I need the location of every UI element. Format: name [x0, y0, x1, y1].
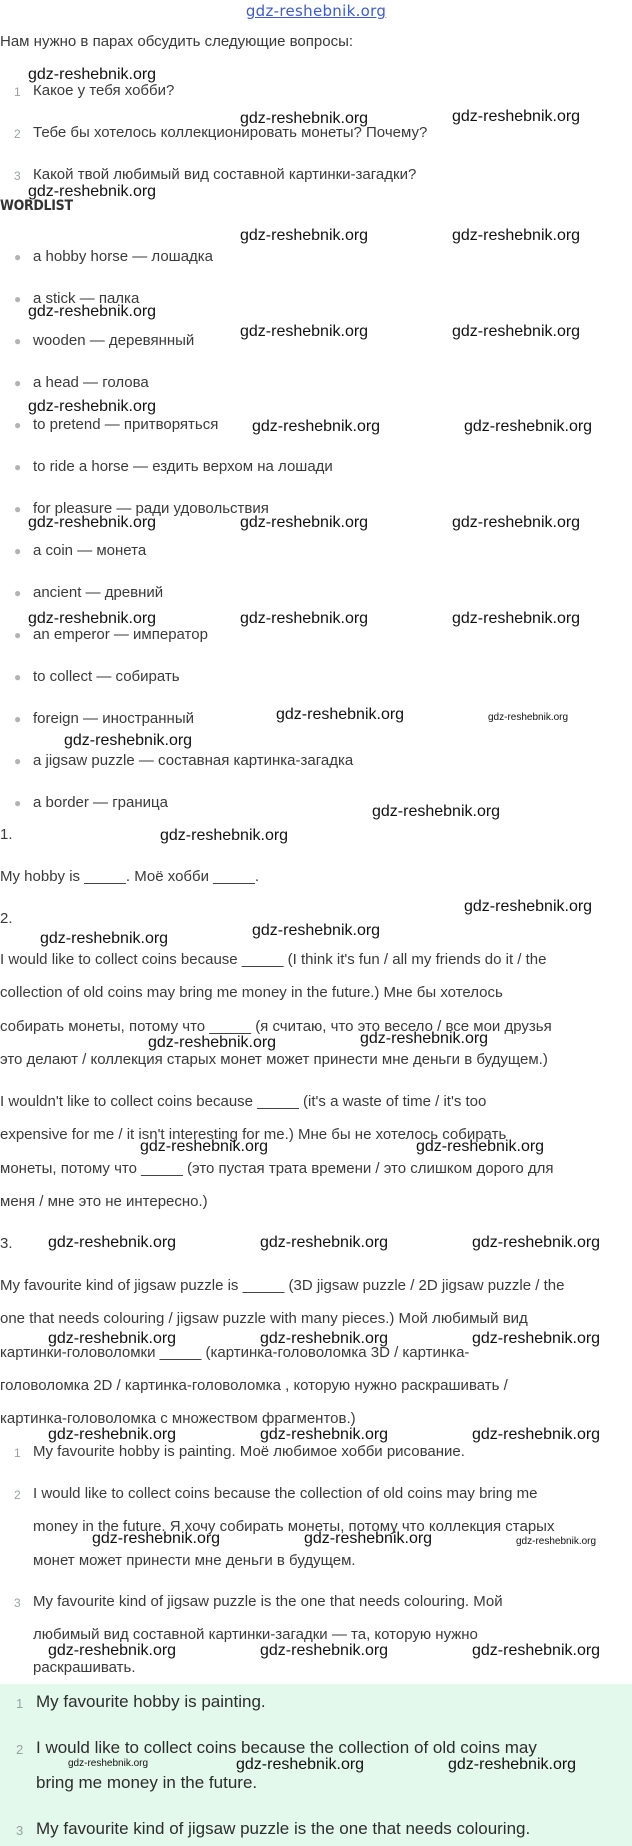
bullet-icon: ●	[14, 670, 22, 684]
question-number: 2	[14, 127, 21, 141]
bullet-icon: ●	[14, 586, 22, 600]
answer-number: 1	[14, 1446, 21, 1460]
intro-text: Нам нужно в парах обсудить следующие вопросы:	[0, 33, 354, 50]
wordlist-item: a hobby horse — лошадка	[33, 248, 214, 265]
exercise-number: 3.	[0, 1235, 13, 1252]
bullet-icon: ●	[14, 292, 22, 306]
bullet-icon: ●	[14, 754, 22, 768]
exercise-number: 2.	[0, 910, 13, 927]
watermark: gdz-reshebnik.org	[140, 1138, 269, 1155]
wordlist-item: for pleasure — ради удовольствия	[33, 500, 269, 517]
watermark: gdz-reshebnik.org	[464, 418, 593, 435]
watermark: gdz-reshebnik.org	[40, 930, 169, 947]
watermark: gdz-reshebnik.org	[28, 66, 157, 83]
watermark: gdz-reshebnik.org	[304, 1530, 433, 1547]
watermark: gdz-reshebnik.org	[252, 922, 381, 939]
watermark: gdz-reshebnik.org	[472, 1426, 601, 1443]
bullet-icon: ●	[14, 376, 22, 390]
watermark: gdz-reshebnik.org	[260, 1234, 389, 1251]
exercise-line: картинки-головоломки _____ (картинка-головоломка 3D / картинка-	[0, 1344, 470, 1361]
wordlist-item: to pretend — притворяться	[33, 416, 219, 433]
final-answer-line: I would like to collect coins because the collection of old coins may	[36, 1738, 537, 1757]
answer-line: любимый вид составной картинки-загадки — та, которую нужно	[33, 1626, 478, 1643]
watermark: gdz-reshebnik.org	[148, 1034, 277, 1051]
exercise-line: expensive for me / it isn't interesting for me.) Мне бы не хотелось собирать	[0, 1126, 507, 1143]
watermark: gdz-reshebnik.org	[160, 827, 289, 844]
wordlist-item: a jigsaw puzzle — составная картинка-загадка	[33, 752, 354, 769]
watermark: gdz-reshebnik.org	[28, 514, 157, 531]
wordlist-title: WORDLIST	[0, 198, 73, 214]
watermark: gdz-reshebnik.org	[472, 1234, 601, 1251]
bullet-icon: ●	[14, 544, 22, 558]
watermark: gdz-reshebnik.org	[464, 898, 593, 915]
exercise-line: I would like to collect coins because _____ (I think it's fun / all my friends do it / the	[0, 951, 547, 968]
watermark: gdz-reshebnik.org	[260, 1426, 389, 1443]
bullet-icon: ●	[14, 628, 22, 642]
answer-number: 2	[16, 1742, 24, 1757]
exercise-line: картинка-головоломка с множеством фрагментов.)	[0, 1410, 356, 1427]
exercise-line: one that needs colouring / jigsaw puzzle with many pieces.) Мой любимый вид	[0, 1310, 528, 1327]
watermark: gdz-reshebnik.org	[472, 1642, 601, 1659]
watermark: gdz-reshebnik.org	[28, 303, 157, 320]
wordlist-item: foreign — иностранный	[33, 710, 194, 727]
exercise-line: это делают / коллекция старых монет может принести мне деньги в будущем.)	[0, 1051, 548, 1068]
answer-number: 3	[16, 1823, 24, 1838]
wordlist-item: a head — голова	[33, 374, 149, 391]
wordlist-item: ancient — древний	[33, 584, 164, 601]
answer-line: монет может принести мне деньги в будущем.	[33, 1552, 356, 1569]
question-number: 3	[14, 169, 21, 183]
watermark: gdz-reshebnik.org	[28, 610, 157, 627]
question-text: Тебе бы хотелось коллекционировать монеты? Почему?	[33, 124, 428, 141]
watermark: gdz-reshebnik.org	[260, 1330, 389, 1347]
exercise-line: My favourite kind of jigsaw puzzle is _____ (3D jigsaw puzzle / 2D jigsaw puzzle / the	[0, 1277, 565, 1294]
watermark: gdz-reshebnik.org	[240, 610, 369, 627]
watermark: gdz-reshebnik.org	[240, 514, 369, 531]
watermark: gdz-reshebnik.org	[48, 1330, 177, 1347]
bullet-icon: ●	[14, 502, 22, 516]
watermark: gdz-reshebnik.org	[240, 323, 369, 340]
watermark: gdz-reshebnik.org	[452, 610, 581, 627]
watermark: gdz-reshebnik.org	[48, 1234, 177, 1251]
watermark: gdz-reshebnik.org	[240, 227, 369, 244]
answer-line: My favourite kind of jigsaw puzzle is the one that needs colouring. Мой	[33, 1593, 503, 1610]
watermark: gdz-reshebnik.org	[28, 398, 157, 415]
exercise-line: меня / мне это не интересно.)	[0, 1193, 208, 1210]
bullet-icon: ●	[14, 712, 22, 726]
wordlist-item: a stick — палка	[33, 290, 140, 307]
wordlist-item: a border — граница	[33, 794, 168, 811]
watermark: gdz-reshebnik.org	[28, 183, 157, 200]
watermark: gdz-reshebnik.org	[416, 1138, 545, 1155]
watermark: gdz-reshebnik.org	[472, 1330, 601, 1347]
bullet-icon: ●	[14, 460, 22, 474]
watermark: gdz-reshebnik.org	[372, 803, 501, 820]
bullet-icon: ●	[14, 334, 22, 348]
watermark: gdz-reshebnik.org	[236, 1756, 365, 1773]
site-link[interactable]: gdz-reshebnik.org	[245, 2, 387, 20]
answer-line: I would like to collect coins because the collection of old coins may bring me	[33, 1485, 538, 1502]
watermark: gdz-reshebnik.org	[452, 323, 581, 340]
watermark: gdz-reshebnik.org	[64, 732, 193, 749]
wordlist-item: wooden — деревянный	[33, 332, 195, 349]
exercise-line: монеты, потому что _____ (это пустая трата времени / это слишком дорого для	[0, 1160, 554, 1177]
exercise-line: собирать монеты, потому что _____ (я считаю, что это весело / все мои друзья	[0, 1018, 552, 1035]
exercise-line: головоломка 2D / картинка-головоломка , которую нужно раскрашивать /	[0, 1377, 508, 1394]
exercise-line: collection of old coins may bring me money in the future.) Мне бы хотелось	[0, 984, 503, 1001]
watermark: gdz-reshebnik.org	[68, 1758, 149, 1769]
wordlist-item: a coin — монета	[33, 542, 147, 559]
watermark: gdz-reshebnik.org	[276, 706, 405, 723]
watermark: gdz-reshebnik.org	[360, 1030, 489, 1047]
final-answer-line: My favourite hobby is painting.	[36, 1692, 266, 1711]
question-text: Какой твой любимый вид составной картинки-загадки?	[33, 166, 417, 183]
answer-line: раскрашивать.	[33, 1659, 136, 1676]
watermark: gdz-reshebnik.org	[516, 1536, 597, 1547]
watermark: gdz-reshebnik.org	[48, 1426, 177, 1443]
watermark: gdz-reshebnik.org	[260, 1642, 389, 1659]
watermark: gdz-reshebnik.org	[488, 712, 569, 723]
question-text: Какое у тебя хобби?	[33, 82, 175, 99]
watermark: gdz-reshebnik.org	[448, 1756, 577, 1773]
wordlist-item: an emperor — император	[33, 626, 208, 643]
watermark: gdz-reshebnik.org	[240, 110, 369, 127]
watermark: gdz-reshebnik.org	[252, 418, 381, 435]
answer-number: 2	[14, 1488, 21, 1502]
watermark: gdz-reshebnik.org	[452, 108, 581, 125]
bullet-icon: ●	[14, 418, 22, 432]
exercise-number: 1.	[0, 826, 13, 843]
final-answer-line: bring me money in the future.	[36, 1773, 258, 1792]
watermark: gdz-reshebnik.org	[452, 514, 581, 531]
wordlist-item: to collect — собирать	[33, 668, 180, 685]
question-number: 1	[14, 85, 21, 99]
watermark: gdz-reshebnik.org	[92, 1530, 221, 1547]
watermark: gdz-reshebnik.org	[452, 227, 581, 244]
bullet-icon: ●	[14, 796, 22, 810]
final-answer-line: My favourite kind of jigsaw puzzle is the one that needs colouring.	[36, 1819, 531, 1838]
answer-line: money in the future. Я хочу собирать монеты, потому что коллекция старых	[33, 1518, 555, 1535]
wordlist-item: to ride a horse — ездить верхом на лошади	[33, 458, 333, 475]
answer-number: 1	[16, 1696, 24, 1711]
watermark: gdz-reshebnik.org	[48, 1642, 177, 1659]
exercise-line: My hobby is _____. Моё хобби _____.	[0, 868, 260, 885]
bullet-icon: ●	[14, 250, 22, 264]
exercise-line: I wouldn't like to collect coins because _____ (it's a waste of time / it's too	[0, 1093, 487, 1110]
answer-line: My favourite hobby is painting. Моё любимое хобби рисование.	[33, 1443, 465, 1460]
answer-number: 3	[14, 1596, 21, 1610]
